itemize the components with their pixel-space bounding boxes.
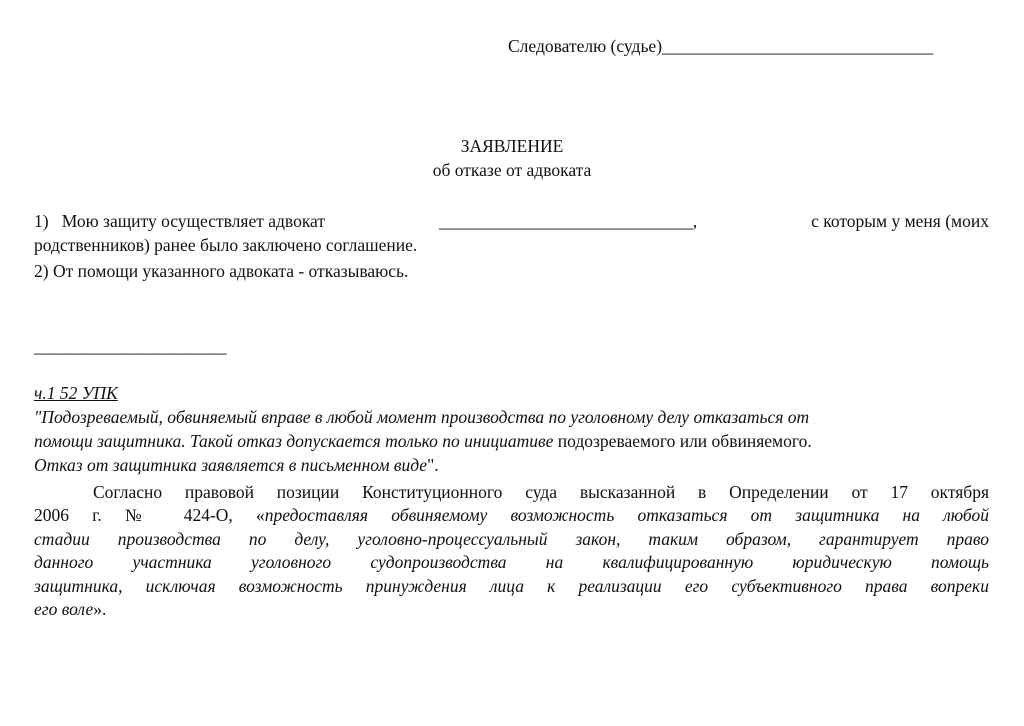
title-heading: ЗАЯВЛЕНИЕ [460,136,564,156]
addressee-line [508,36,933,57]
item-1-text-a: 1) Мою защиту осуществляет адвокат [34,211,326,231]
court-line-2-normal: 2006 г. № 424-О, « [34,505,265,526]
court-line-3: стадии производства по делу, уголовно-процессуальный закон, таким образом, гарантирует право [34,528,989,549]
court-line-6-italic: его воле [34,599,94,620]
court-line-2-italic: предоставляя обвиняемому возможность отказаться от защитника на любой [264,505,989,526]
item-1 [34,209,989,257]
court-position [34,481,989,621]
quote-line-2 [34,429,989,453]
item-1-text-b: с которым у меня (моих [811,211,989,231]
item-2: 2) От помощи указанного адвоката - отказываюсь. [34,261,409,281]
title-subheading: об отказе от адвоката [432,160,592,180]
court-line-5: защитника, исключая возможность принуждения лица к реализации его субъективного права вопреки [34,575,989,596]
court-line-6-end: ». [93,599,107,620]
legal-reference [34,381,989,477]
item-1-blank: _____________________________, [438,211,698,231]
quote-line-2-normal: подозреваемого или обвиняемого. [553,431,812,451]
addressee-label: Следователю (судье) [508,36,663,56]
quote-line-3-italic: Отказ от защитника заявляется в письменном виде [34,455,428,475]
document-title [0,134,1024,182]
quote-line-3-end: ". [427,455,439,475]
court-line-2 [34,504,989,527]
reference-title: ч.1 52 УПК [34,383,118,403]
quote-line-2-italic: помощи защитника. Такой отказ допускается только по инициативе [34,431,554,451]
court-line-6 [34,598,989,621]
item-1-line-2: родственников) ранее было заключено соглашение. [34,235,418,255]
quote-line-1: "Подозреваемый, обвиняемый вправе в любой момент производства по уголовному делу отказаться от [34,407,810,427]
item-1-line-1 [34,209,989,233]
quote-line-3 [34,453,989,477]
signature-blank: ______________________ [34,336,227,356]
court-line-4: данного участника уголовного судопроизводства на квалифицированную юридическую помощь [34,552,989,573]
court-line-1: Согласно правовой позиции Конституционного суда высказанной в Определении от 17 октября [93,482,989,502]
addressee-blank: _______________________________ [662,36,934,56]
